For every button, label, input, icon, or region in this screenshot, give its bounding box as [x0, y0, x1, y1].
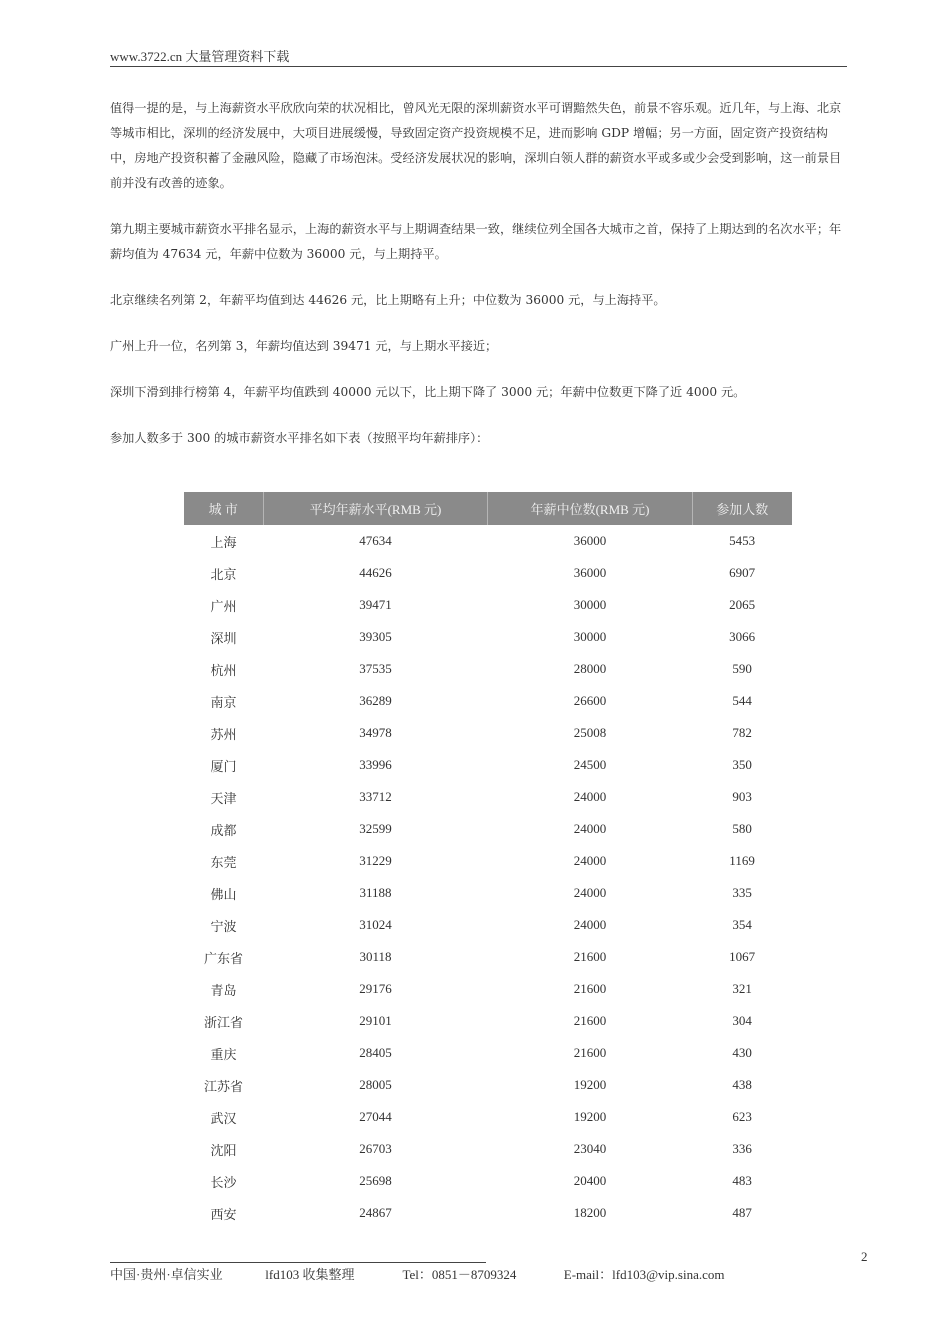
cell-city: 上海 [210, 534, 237, 550]
cell-avg-salary: 47634 [359, 533, 392, 548]
cell-avg-salary: 36289 [359, 693, 392, 708]
cell-median-salary: 25008 [573, 725, 607, 740]
cell-median-salary: 19200 [573, 1077, 607, 1092]
cell-city: 浙江省 [204, 1014, 244, 1030]
paragraph: 北京继续名列第 2，年薪平均值到达 44626 元，比上期略有上升；中位数为 36000 元，与上海持平。 [110, 293, 666, 307]
cell-participants: 590 [732, 661, 752, 676]
table-row [184, 781, 792, 813]
table-row [184, 621, 792, 653]
cell-participants: 487 [732, 1205, 752, 1220]
table-row [184, 845, 792, 877]
cell-median-salary: 24000 [573, 917, 607, 932]
cell-participants: 483 [732, 1173, 752, 1188]
cell-avg-salary: 32599 [359, 821, 392, 836]
cell-participants: 623 [732, 1109, 752, 1124]
cell-participants: 544 [732, 693, 752, 708]
column-header-avg-salary: 平均年薪水平(RMB 元) [263, 492, 488, 525]
cell-participants: 350 [732, 757, 752, 772]
footer-divider [110, 1262, 486, 1263]
cell-city: 重庆 [210, 1046, 237, 1062]
cell-median-salary: 21600 [573, 1013, 607, 1028]
cell-median-salary: 21600 [573, 981, 607, 996]
cell-city: 北京 [210, 566, 237, 582]
salary-ranking-table [184, 492, 792, 1229]
cell-city: 深圳 [210, 630, 237, 646]
cell-participants: 1067 [729, 949, 756, 964]
cell-city: 杭州 [210, 662, 237, 678]
table-header-row [184, 492, 792, 525]
cell-city: 广东省 [204, 950, 244, 966]
cell-median-salary: 21600 [573, 1045, 607, 1060]
paragraph: 第九期主要城市薪资水平排名显示，上海的薪资水平与上期调查结果一致，继续位列全国各大城市之首，保持了上期达到的名次水平；年薪均值为 47634 元，年薪中位数为 36000 元，与上期持平。 [110, 222, 842, 261]
cell-median-salary: 24000 [573, 885, 607, 900]
cell-median-salary: 23040 [573, 1141, 607, 1156]
cell-median-salary: 36000 [573, 565, 607, 580]
cell-participants: 782 [732, 725, 752, 740]
cell-median-salary: 30000 [573, 597, 607, 612]
table-row [184, 1005, 792, 1037]
table-row [184, 685, 792, 717]
cell-city: 广州 [210, 598, 237, 614]
cell-avg-salary: 28405 [359, 1045, 392, 1060]
cell-median-salary: 20400 [573, 1173, 607, 1188]
paragraph: 参加人数多于 300 的城市薪资水平排名如下表（按照平均年薪排序）： [110, 431, 489, 445]
cell-participants: 354 [732, 917, 752, 932]
cell-city: 天津 [210, 790, 237, 806]
footer-compiler: lfd103 收集整理 [265, 1267, 355, 1282]
footer-email: E-mail：lfd103@vip.sina.com [563, 1267, 725, 1282]
column-header-median-salary: 年薪中位数(RMB 元) [488, 492, 692, 525]
table-row [184, 525, 792, 557]
table-row [184, 1133, 792, 1165]
cell-avg-salary: 24867 [359, 1205, 392, 1220]
table-body [184, 525, 792, 1229]
cell-participants: 903 [732, 789, 752, 804]
cell-city: 青岛 [210, 982, 237, 998]
cell-city: 成都 [210, 822, 237, 838]
cell-avg-salary: 34978 [359, 725, 392, 740]
table-row [184, 973, 792, 1005]
cell-avg-salary: 29176 [359, 981, 392, 996]
table-row [184, 1037, 792, 1069]
cell-median-salary: 28000 [573, 661, 607, 676]
cell-median-salary: 26600 [573, 693, 607, 708]
table-row [184, 1101, 792, 1133]
cell-median-salary: 24000 [573, 853, 607, 868]
cell-city: 长沙 [210, 1174, 237, 1190]
cell-median-salary: 24500 [573, 757, 607, 772]
cell-avg-salary: 31024 [359, 917, 392, 932]
page-header [110, 46, 847, 67]
footer-tel: Tel：0851－8709324 [402, 1267, 517, 1282]
cell-participants: 430 [732, 1045, 752, 1060]
cell-median-salary: 24000 [573, 821, 607, 836]
cell-avg-salary: 31188 [359, 885, 392, 900]
cell-participants: 5453 [729, 533, 756, 548]
cell-median-salary: 36000 [573, 533, 607, 548]
cell-avg-salary: 37535 [359, 661, 392, 676]
cell-median-salary: 24000 [573, 789, 607, 804]
cell-city: 西安 [210, 1206, 237, 1222]
cell-participants: 1169 [729, 853, 755, 868]
column-header-city: 城 市 [184, 492, 263, 525]
paragraph: 值得一提的是，与上海薪资水平欣欣向荣的状况相比，曾风光无限的深圳薪资水平可谓黯然失色，前景不容乐观。近几年，与上海、北京等城市相比，深圳的经济发展中，大项目进展缓慢，导致固定资产投资规模不足，进而影响 GDP 增幅；另一方面，固定资产投资结构中，房地产投资积蓄了金融风险，隐藏了市场泡沫。受经济发展状况的影响，深圳白领人群的薪资水平或多或少会受到影响，这一前景目前并没有改善的迹象。 [110, 101, 842, 190]
cell-median-salary: 21600 [573, 949, 607, 964]
column-header-participants: 参加人数 [692, 492, 792, 525]
cell-participants: 580 [732, 821, 752, 836]
footer-company: 中国·贵州·卓信实业 [110, 1267, 223, 1282]
cell-avg-salary: 31229 [359, 853, 392, 868]
cell-avg-salary: 27044 [359, 1109, 392, 1124]
cell-avg-salary: 28005 [359, 1077, 392, 1092]
cell-city: 厦门 [210, 758, 237, 774]
cell-city: 沈阳 [210, 1142, 237, 1158]
table-row [184, 877, 792, 909]
cell-participants: 336 [732, 1141, 752, 1156]
cell-avg-salary: 39471 [359, 597, 392, 612]
cell-median-salary: 30000 [573, 629, 607, 644]
cell-city: 武汉 [210, 1110, 237, 1126]
cell-avg-salary: 30118 [359, 949, 392, 964]
cell-participants: 3066 [729, 629, 756, 644]
cell-participants: 6907 [729, 565, 756, 580]
cell-avg-salary: 29101 [359, 1013, 392, 1028]
cell-avg-salary: 25698 [359, 1173, 392, 1188]
cell-avg-salary: 33712 [359, 789, 392, 804]
header-text: www.3722.cn 大量管理资料下载 [110, 49, 290, 64]
page-footer [110, 1264, 724, 1283]
table-row [184, 749, 792, 781]
cell-city: 南京 [210, 694, 237, 710]
table-row [184, 1197, 792, 1229]
paragraph: 广州上升一位，名列第 3，年薪均值达到 39471 元，与上期水平接近； [110, 339, 498, 353]
table-row [184, 589, 792, 621]
cell-median-salary: 19200 [573, 1109, 607, 1124]
cell-city: 东莞 [210, 854, 237, 870]
table-row [184, 941, 792, 973]
cell-participants: 304 [732, 1013, 752, 1028]
table-row [184, 1069, 792, 1101]
cell-city: 佛山 [210, 886, 237, 902]
cell-city: 宁波 [210, 918, 237, 934]
cell-median-salary: 18200 [573, 1205, 607, 1220]
cell-participants: 438 [732, 1077, 752, 1092]
table-row [184, 557, 792, 589]
cell-city: 苏州 [210, 726, 237, 742]
table-row [184, 653, 792, 685]
cell-avg-salary: 26703 [359, 1141, 392, 1156]
table-row [184, 813, 792, 845]
cell-avg-salary: 39305 [359, 629, 392, 644]
cell-participants: 321 [732, 981, 752, 996]
cell-avg-salary: 44626 [359, 565, 392, 580]
cell-participants: 2065 [729, 597, 756, 612]
cell-city: 江苏省 [204, 1078, 244, 1094]
table-row [184, 1165, 792, 1197]
paragraph: 深圳下滑到排行榜第 4，年薪平均值跌到 40000 元以下，比上期下降了 3000 元；年薪中位数更下降了近 4000 元。 [110, 385, 746, 399]
body-text [110, 96, 850, 472]
cell-participants: 335 [732, 885, 752, 900]
table-row [184, 909, 792, 941]
cell-avg-salary: 33996 [359, 757, 392, 772]
page-number: 2 [861, 1249, 868, 1264]
table-row [184, 717, 792, 749]
